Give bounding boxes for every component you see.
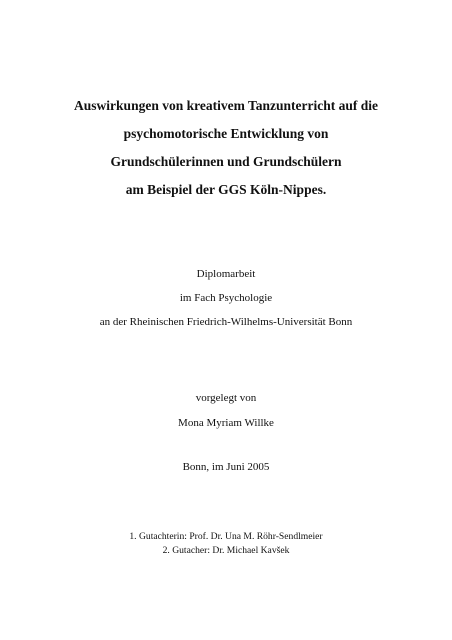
first-reviewer: 1. Gutachterin: Prof. Dr. Una M. Röhr-Sendlmeier: [129, 531, 323, 542]
author-name: Mona Myriam Willke: [178, 417, 274, 429]
title-line-3: Grundschülerinnen und Grundschülern: [110, 154, 342, 169]
title-line-4: am Beispiel der GGS Köln-Nippes.: [125, 182, 327, 197]
thesis-title: [0, 92, 452, 204]
place-date: Bonn, im Juni 2005: [182, 461, 270, 473]
title-line-2: psychomotorische Entwicklung von: [123, 126, 329, 141]
thesis-university: an der Rheinischen Friedrich-Wilhelms-Universität Bonn: [99, 316, 353, 328]
thesis-type: Diplomarbeit: [196, 268, 256, 280]
submitted-by-label: vorgelegt von: [195, 392, 257, 404]
title-line-1: Auswirkungen von kreativem Tanzunterricht auf die: [74, 98, 378, 113]
thesis-subject: im Fach Psychologie: [179, 292, 273, 304]
second-reviewer: 2. Gutacher: Dr. Michael Kavšek: [162, 545, 290, 556]
